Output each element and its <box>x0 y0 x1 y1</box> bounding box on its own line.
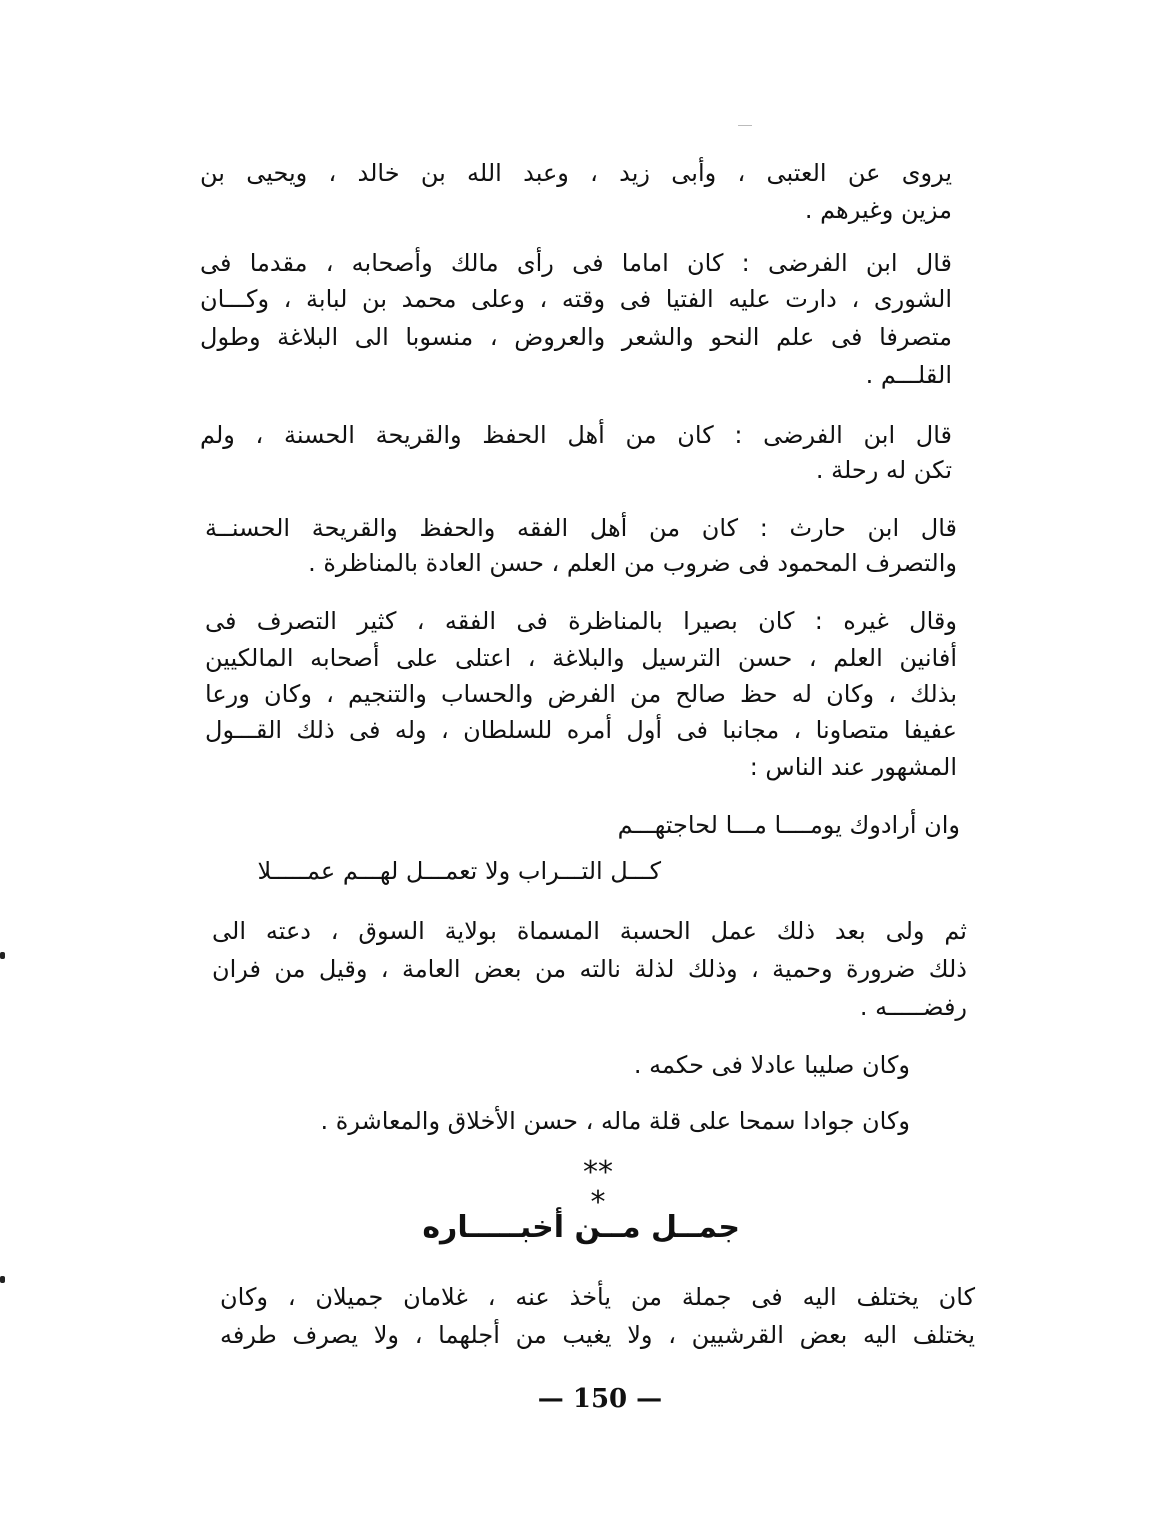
text-line: والتصرف المحمود فى ضروب من العلم ، حسن العادة بالمناظرة . <box>308 549 957 577</box>
section-heading: جمــل مــن أخبـــــاره <box>422 1210 740 1245</box>
text-line: بذلك ، وكان له حظ صالح من الفرض والحساب والتنجيم ، وكان ورعا <box>205 680 957 708</box>
text-line: ذلك ضرورة وحمية ، وذلك لذلة نالته من بعض العامة ، وقيل من فران <box>212 955 967 983</box>
text-line: يختلف اليه بعض القرشيين ، ولا يغيب من أجلهما ، ولا يصرف طرفه <box>220 1321 975 1349</box>
scan-mark <box>738 125 752 126</box>
text-line: وقال غيره : كان بصيرا بالمناظرة فى الفقه ، كثير التصرف فى <box>205 607 957 635</box>
text-line: كان يختلف اليه فى جملة من يأخذ عنه ، غلامان جميلان ، وكان <box>220 1283 975 1311</box>
text-line: الشورى ، دارت عليه الفتيا فى وقته ، وعلى محمد بن لبابة ، وكـــان <box>200 285 952 313</box>
text-line: تكن له رحلة . <box>815 456 952 484</box>
edge-mark <box>0 952 5 959</box>
text-line: عفيفا متصاونا ، مجانبا فى أول أمره للسلطان ، وله فى ذلك القـــول <box>205 716 957 744</box>
text-line: المشهور عند الناس : <box>749 753 957 781</box>
verse-second-hemistich: كـــل التـــراب ولا تعمـــل لهـــم عمـــــلا <box>257 857 661 885</box>
text-line: وكان صليبا عادلا فى حكمه . <box>633 1051 910 1079</box>
text-line: مزين وغيرهم . <box>804 196 952 224</box>
text-line: متصرفا فى علم النحو والشعر والعروض ، منسوبا الى البلاغة وطول <box>200 323 952 351</box>
text-line: يروى عن العتبى ، وأبى زيد ، وعبد الله بن خالد ، ويحيى بن <box>200 159 952 187</box>
text-line: أفانين العلم ، حسن الترسيل والبلاغة ، اعتلى على أصحابه المالكيين <box>205 644 957 672</box>
text-line: رفضـــــه . <box>859 993 967 1021</box>
text-line: وكان جوادا سمحا على قلة ماله ، حسن الأخلاق والمعاشرة . <box>320 1107 910 1135</box>
page-number: — 150 — <box>537 1384 663 1414</box>
text-line: القلـــم . <box>865 361 952 389</box>
verse-first-hemistich: وان أرادوك يومــــا مـــا لحاجتهـــم <box>617 811 960 839</box>
text-line: قال ابن الفرضى : كان اماما فى رأى مالك وأصحابه ، مقدما فى <box>200 249 952 277</box>
text-line: قال ابن الفرضى : كان من أهل الحفظ والقريحة الحسنة ، ولم <box>200 421 952 449</box>
text-line: ثم ولى بعد ذلك عمل الحسبة المسماة بولاية السوق ، دعته الى <box>212 917 967 945</box>
text-line: قال ابن حارث : كان من أهل الفقه والحفظ والقريحة الحسنــة <box>205 514 957 542</box>
separator-stars: ** * <box>583 1155 613 1220</box>
edge-mark <box>0 1276 5 1283</box>
